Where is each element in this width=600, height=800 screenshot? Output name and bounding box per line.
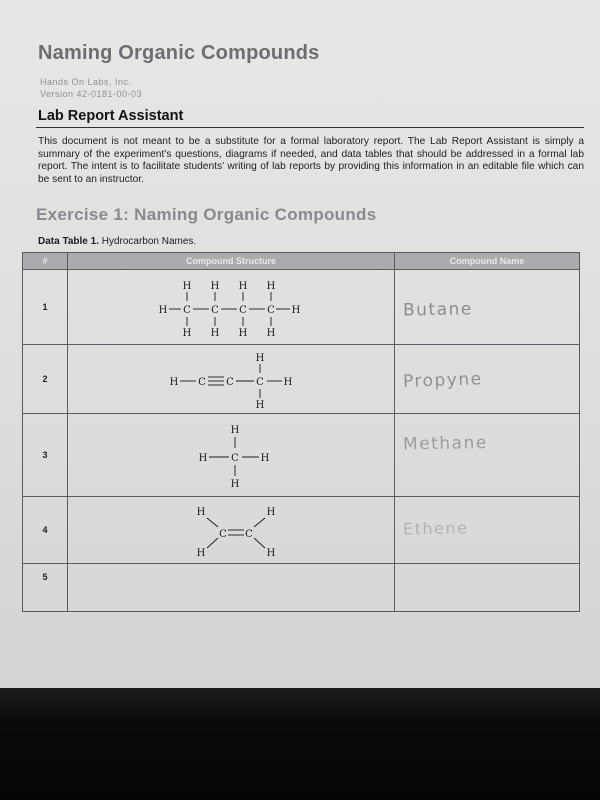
table-caption-text: Hydrocarbon Names.: [98, 236, 197, 247]
atom-h: H: [260, 453, 270, 464]
table-row: [23, 414, 580, 497]
compound-name-handwritten: Propyne: [402, 369, 483, 392]
row-number: 3: [23, 414, 68, 497]
atom-c: C: [219, 529, 227, 540]
atom-c: C: [226, 377, 234, 388]
butane-structure-diagram: [68, 270, 394, 344]
structure-cell-empty: [68, 564, 395, 612]
structure-cell-propyne: [68, 345, 395, 414]
publisher-line: Hands On Labs, Inc.: [40, 77, 132, 87]
section-title: Lab Report Assistant: [38, 108, 184, 124]
exercise-heading: Exercise 1: Naming Organic Compounds: [36, 205, 377, 224]
compound-name-handwritten: Methane: [402, 432, 488, 455]
version-line: Version 42-0181-00-03: [40, 89, 143, 99]
atom-h: H: [266, 328, 276, 339]
compound-name-handwritten: Ethene: [402, 517, 469, 538]
atom-h: H: [238, 281, 248, 292]
atom-h: H: [230, 479, 240, 490]
propyne-structure-diagram: [68, 345, 394, 413]
atom-c: C: [211, 305, 219, 316]
atom-h: H: [283, 377, 293, 388]
compound-name-handwritten: Butane: [402, 299, 473, 321]
atom-h: H: [230, 425, 240, 436]
ethene-structure-diagram: [68, 497, 394, 563]
structure-cell-methane: [68, 414, 395, 497]
atom-h: H: [196, 548, 206, 559]
methane-structure-diagram: [68, 414, 394, 496]
atom-c: C: [239, 305, 247, 316]
ethene-bonds: [207, 518, 265, 548]
structure-cell-butane: [68, 270, 395, 345]
header-num: #: [23, 253, 68, 270]
atom-c: C: [245, 529, 253, 540]
table-row: [23, 497, 580, 564]
data-table: [22, 252, 580, 612]
atom-h: H: [291, 305, 301, 316]
atom-h: H: [210, 328, 220, 339]
atom-c: C: [183, 305, 191, 316]
section-divider: [36, 127, 584, 128]
table-row: [23, 345, 580, 414]
atom-h: H: [196, 507, 206, 518]
table-caption-label: Data Table 1.: [38, 236, 99, 247]
table-caption: [38, 236, 196, 247]
atom-h: H: [255, 353, 265, 364]
atom-h: H: [182, 281, 192, 292]
row-number: 5: [23, 564, 68, 612]
atom-h: H: [210, 281, 220, 292]
atom-h: H: [238, 328, 248, 339]
background-surface: [0, 688, 600, 800]
atom-h: H: [158, 305, 168, 316]
row-number: 4: [23, 497, 68, 564]
atom-c: C: [256, 377, 264, 388]
row-number: 1: [23, 270, 68, 345]
atom-c: C: [231, 453, 239, 464]
atom-c: C: [267, 305, 275, 316]
header-name: Compound Name: [395, 253, 580, 270]
table-row: [23, 270, 580, 345]
atom-h: H: [198, 453, 208, 464]
atom-h: H: [266, 281, 276, 292]
table-header-row: [23, 253, 580, 270]
header-structure: Compound Structure: [68, 253, 395, 270]
name-cell: [395, 345, 580, 414]
atom-h: H: [169, 377, 179, 388]
atom-h: H: [266, 548, 276, 559]
row-number: 2: [23, 345, 68, 414]
atom-c: C: [198, 377, 206, 388]
name-cell: [395, 564, 580, 612]
atom-h: H: [182, 328, 192, 339]
name-cell: [395, 270, 580, 345]
atom-h: H: [266, 507, 276, 518]
intro-paragraph: This document is not meant to be a substitute for a formal laboratory report. The Lab Report Assistant is simply a summary of the experiment’s questions, diagrams if needed, and data tables that should be addressed in a formal lab report. The intent is to facilitate students’ writing of lab reports by providing this information in an editable file which can be sent to an instructor.: [38, 136, 584, 185]
structure-cell-ethene: [68, 497, 395, 564]
table-row: [23, 564, 580, 612]
document-title: Naming Organic Compounds: [38, 42, 320, 64]
atom-h: H: [255, 400, 265, 411]
name-cell: [395, 497, 580, 564]
name-cell: [395, 414, 580, 497]
